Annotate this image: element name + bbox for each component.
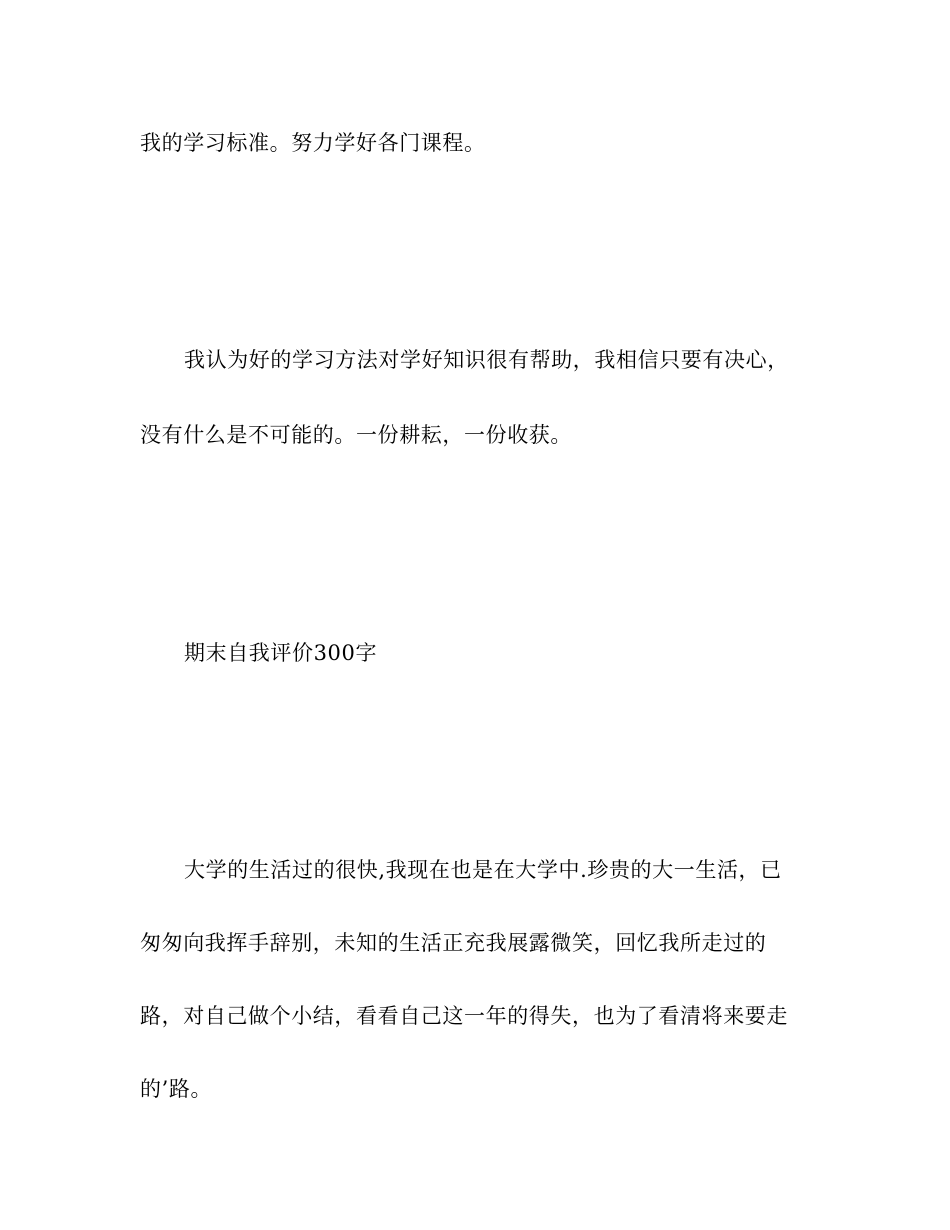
paragraph-line: 没有什么是不可能的。一份耕耘，一份收获。	[140, 423, 572, 447]
section-heading: 期末自我评价300字	[184, 641, 378, 665]
paragraph-line: 我认为好的学习方法对学好知识很有帮助，我相信只要有决心，	[184, 348, 789, 372]
paragraph-line: 匆匆向我挥手辞别，未知的生活正充我展露微笑，回忆我所走过的	[140, 931, 767, 955]
paragraph-line: 大学的生活过的很快,我现在也是在大学中.珍贵的大一生活，已	[184, 858, 782, 882]
paragraph-line: 路，对自己做个小结，看看自己这一年的得失，也为了看清将来要走	[140, 1004, 788, 1028]
paragraph-line: 我的学习标准。努力学好各门课程。	[140, 131, 486, 155]
paragraph-line: 的’路。	[140, 1077, 213, 1101]
